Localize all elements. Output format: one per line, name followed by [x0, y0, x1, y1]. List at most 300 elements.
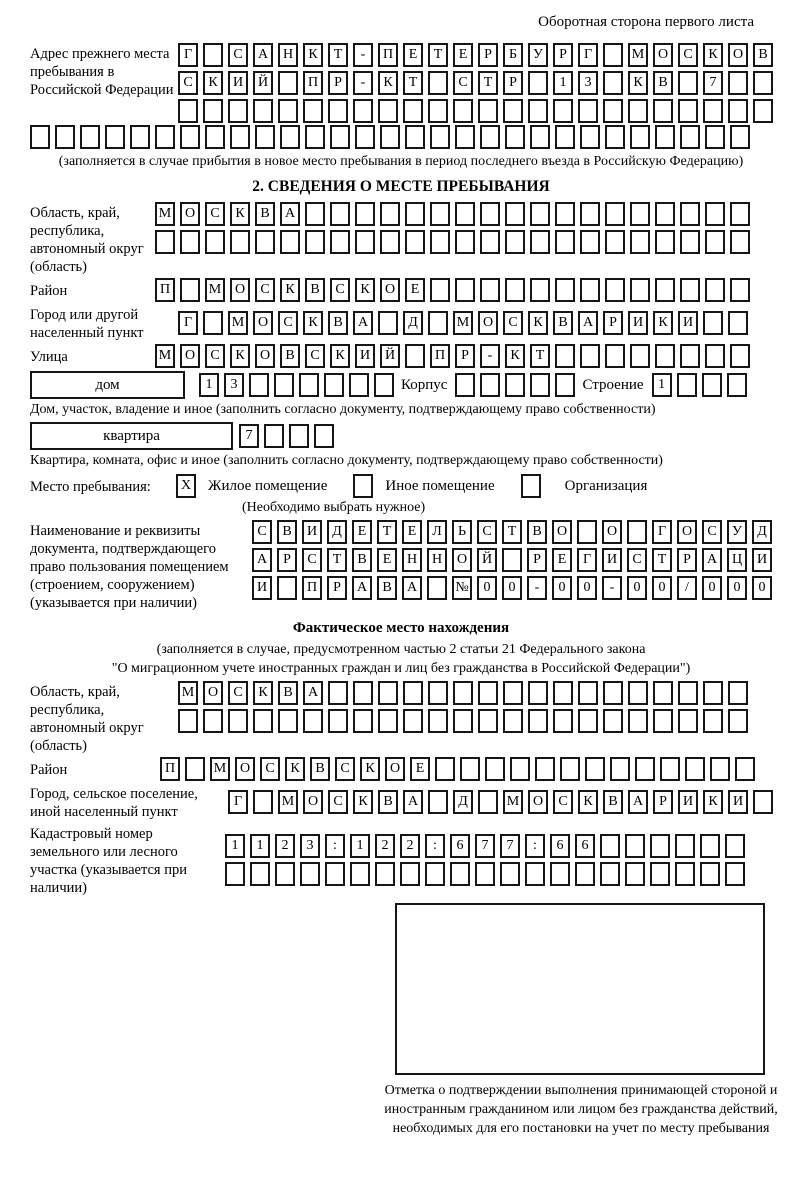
char-box[interactable]: [578, 99, 598, 123]
char-box[interactable]: О: [253, 311, 273, 335]
char-box[interactable]: Р: [653, 790, 673, 814]
char-box[interactable]: [478, 790, 498, 814]
char-box[interactable]: Г: [652, 520, 672, 544]
char-box[interactable]: [403, 681, 423, 705]
char-box[interactable]: В: [352, 548, 372, 572]
char-box[interactable]: К: [628, 71, 648, 95]
char-box[interactable]: У: [727, 520, 747, 544]
char-box[interactable]: [380, 230, 400, 254]
char-box[interactable]: С: [702, 520, 722, 544]
char-box[interactable]: К: [280, 278, 300, 302]
char-box[interactable]: [330, 125, 350, 149]
char-box[interactable]: [428, 681, 448, 705]
char-box[interactable]: [155, 125, 175, 149]
char-box[interactable]: [450, 862, 470, 886]
char-box[interactable]: [555, 125, 575, 149]
char-box[interactable]: В: [378, 790, 398, 814]
char-box[interactable]: [753, 99, 773, 123]
char-box[interactable]: Т: [328, 43, 348, 67]
char-box[interactable]: Р: [553, 43, 573, 67]
char-box[interactable]: К: [303, 43, 323, 67]
char-box[interactable]: [378, 681, 398, 705]
char-box[interactable]: [278, 709, 298, 733]
char-box[interactable]: [530, 125, 550, 149]
char-box[interactable]: У: [528, 43, 548, 67]
char-box[interactable]: [702, 373, 722, 397]
char-box[interactable]: [753, 71, 773, 95]
char-box[interactable]: [550, 862, 570, 886]
char-box[interactable]: [628, 681, 648, 705]
char-box[interactable]: [625, 834, 645, 858]
checkbox-zhiloe[interactable]: X: [176, 474, 196, 498]
char-box[interactable]: [185, 757, 205, 781]
char-box[interactable]: [353, 99, 373, 123]
char-box[interactable]: О: [653, 43, 673, 67]
char-box[interactable]: О: [235, 757, 255, 781]
char-box[interactable]: [55, 125, 75, 149]
char-box[interactable]: [505, 278, 525, 302]
char-box[interactable]: Й: [253, 71, 273, 95]
char-box[interactable]: [625, 862, 645, 886]
char-box[interactable]: Р: [677, 548, 697, 572]
char-box[interactable]: [230, 230, 250, 254]
char-box[interactable]: 2: [400, 834, 420, 858]
char-box[interactable]: :: [425, 834, 445, 858]
char-box[interactable]: [675, 862, 695, 886]
char-box[interactable]: :: [325, 834, 345, 858]
char-box[interactable]: [580, 125, 600, 149]
char-box[interactable]: И: [678, 790, 698, 814]
char-box[interactable]: [600, 862, 620, 886]
char-box[interactable]: П: [160, 757, 180, 781]
char-box[interactable]: А: [353, 311, 373, 335]
char-box[interactable]: Й: [380, 344, 400, 368]
char-box[interactable]: [555, 344, 575, 368]
char-box[interactable]: [630, 125, 650, 149]
char-box[interactable]: [455, 125, 475, 149]
char-box[interactable]: С: [205, 202, 225, 226]
char-box[interactable]: С: [178, 71, 198, 95]
char-box[interactable]: [374, 373, 394, 397]
char-box[interactable]: К: [303, 311, 323, 335]
char-box[interactable]: М: [278, 790, 298, 814]
char-box[interactable]: [728, 99, 748, 123]
char-box[interactable]: Т: [428, 43, 448, 67]
char-box[interactable]: №: [452, 576, 472, 600]
char-box[interactable]: [455, 278, 475, 302]
char-box[interactable]: [553, 681, 573, 705]
char-box[interactable]: [350, 862, 370, 886]
char-box[interactable]: [678, 71, 698, 95]
char-box[interactable]: П: [378, 43, 398, 67]
checkbox-inoe[interactable]: [353, 474, 373, 498]
char-box[interactable]: -: [602, 576, 622, 600]
char-box[interactable]: [505, 125, 525, 149]
char-box[interactable]: О: [677, 520, 697, 544]
char-box[interactable]: В: [305, 278, 325, 302]
char-box[interactable]: :: [525, 834, 545, 858]
char-box[interactable]: [555, 373, 575, 397]
char-box[interactable]: -: [353, 71, 373, 95]
char-box[interactable]: -: [480, 344, 500, 368]
char-box[interactable]: Е: [405, 278, 425, 302]
char-box[interactable]: И: [228, 71, 248, 95]
char-box[interactable]: В: [603, 790, 623, 814]
char-box[interactable]: Р: [503, 71, 523, 95]
char-box[interactable]: [725, 862, 745, 886]
char-box[interactable]: И: [602, 548, 622, 572]
char-box[interactable]: В: [753, 43, 773, 67]
char-box[interactable]: О: [203, 681, 223, 705]
char-box[interactable]: [355, 230, 375, 254]
char-box[interactable]: [203, 709, 223, 733]
char-box[interactable]: [505, 230, 525, 254]
char-box[interactable]: [628, 709, 648, 733]
char-box[interactable]: [555, 202, 575, 226]
char-box[interactable]: О: [230, 278, 250, 302]
char-box[interactable]: [505, 202, 525, 226]
char-box[interactable]: Н: [402, 548, 422, 572]
char-box[interactable]: Д: [752, 520, 772, 544]
char-box[interactable]: С: [228, 43, 248, 67]
char-box[interactable]: [180, 278, 200, 302]
char-box[interactable]: [305, 230, 325, 254]
char-box[interactable]: [325, 862, 345, 886]
char-box[interactable]: О: [452, 548, 472, 572]
char-box[interactable]: [303, 709, 323, 733]
char-box[interactable]: [280, 125, 300, 149]
char-box[interactable]: Г: [577, 548, 597, 572]
char-box[interactable]: П: [303, 71, 323, 95]
char-box[interactable]: К: [653, 311, 673, 335]
char-box[interactable]: 7: [475, 834, 495, 858]
char-box[interactable]: [299, 373, 319, 397]
char-box[interactable]: 0: [702, 576, 722, 600]
char-box[interactable]: [503, 681, 523, 705]
char-box[interactable]: 1: [553, 71, 573, 95]
char-box[interactable]: С: [335, 757, 355, 781]
char-box[interactable]: Й: [477, 548, 497, 572]
char-box[interactable]: [355, 202, 375, 226]
char-box[interactable]: [500, 862, 520, 886]
char-box[interactable]: Е: [377, 548, 397, 572]
char-box[interactable]: С: [252, 520, 272, 544]
char-box[interactable]: [255, 230, 275, 254]
char-box[interactable]: М: [628, 43, 648, 67]
char-box[interactable]: [155, 230, 175, 254]
char-box[interactable]: 6: [575, 834, 595, 858]
char-box[interactable]: К: [578, 790, 598, 814]
char-box[interactable]: [300, 862, 320, 886]
checkbox-organizacia[interactable]: [521, 474, 541, 498]
char-box[interactable]: И: [628, 311, 648, 335]
char-box[interactable]: [178, 709, 198, 733]
char-box[interactable]: С: [627, 548, 647, 572]
char-box[interactable]: [428, 790, 448, 814]
char-box[interactable]: А: [702, 548, 722, 572]
char-box[interactable]: [680, 278, 700, 302]
char-box[interactable]: [610, 757, 630, 781]
char-box[interactable]: В: [277, 520, 297, 544]
char-box[interactable]: [728, 709, 748, 733]
char-box[interactable]: [730, 344, 750, 368]
char-box[interactable]: [675, 834, 695, 858]
char-box[interactable]: [228, 99, 248, 123]
char-box[interactable]: [653, 681, 673, 705]
char-box[interactable]: [30, 125, 50, 149]
char-box[interactable]: [355, 125, 375, 149]
char-box[interactable]: В: [377, 576, 397, 600]
char-box[interactable]: [653, 99, 673, 123]
char-box[interactable]: [328, 709, 348, 733]
char-box[interactable]: [277, 576, 297, 600]
char-box[interactable]: [275, 862, 295, 886]
char-box[interactable]: А: [253, 43, 273, 67]
char-box[interactable]: [580, 202, 600, 226]
char-box[interactable]: Ь: [452, 520, 472, 544]
char-box[interactable]: [730, 230, 750, 254]
char-box[interactable]: [249, 373, 269, 397]
char-box[interactable]: Р: [478, 43, 498, 67]
char-box[interactable]: 1: [250, 834, 270, 858]
char-box[interactable]: О: [528, 790, 548, 814]
char-box[interactable]: [453, 99, 473, 123]
char-box[interactable]: [305, 202, 325, 226]
char-box[interactable]: [278, 71, 298, 95]
char-box[interactable]: [605, 202, 625, 226]
char-box[interactable]: К: [703, 790, 723, 814]
char-box[interactable]: [650, 862, 670, 886]
char-box[interactable]: [328, 99, 348, 123]
char-box[interactable]: [528, 709, 548, 733]
char-box[interactable]: [528, 99, 548, 123]
char-box[interactable]: [330, 202, 350, 226]
char-box[interactable]: А: [252, 548, 272, 572]
char-box[interactable]: [525, 862, 545, 886]
char-box[interactable]: [605, 230, 625, 254]
char-box[interactable]: [378, 99, 398, 123]
char-box[interactable]: [303, 99, 323, 123]
char-box[interactable]: [330, 230, 350, 254]
char-box[interactable]: [703, 709, 723, 733]
char-box[interactable]: [405, 202, 425, 226]
char-box[interactable]: О: [602, 520, 622, 544]
char-box[interactable]: О: [180, 344, 200, 368]
char-box[interactable]: С: [477, 520, 497, 544]
char-box[interactable]: [700, 834, 720, 858]
char-box[interactable]: [678, 99, 698, 123]
char-box[interactable]: С: [503, 311, 523, 335]
char-box[interactable]: [530, 202, 550, 226]
char-box[interactable]: [425, 862, 445, 886]
char-box[interactable]: [228, 709, 248, 733]
char-box[interactable]: [505, 373, 525, 397]
char-box[interactable]: [480, 125, 500, 149]
char-box[interactable]: 0: [552, 576, 572, 600]
char-box[interactable]: 0: [652, 576, 672, 600]
char-box[interactable]: [485, 757, 505, 781]
char-box[interactable]: [274, 373, 294, 397]
char-box[interactable]: А: [280, 202, 300, 226]
char-box[interactable]: В: [310, 757, 330, 781]
char-box[interactable]: [735, 757, 755, 781]
char-box[interactable]: Т: [530, 344, 550, 368]
char-box[interactable]: Л: [427, 520, 447, 544]
char-box[interactable]: 1: [350, 834, 370, 858]
char-box[interactable]: [630, 202, 650, 226]
char-box[interactable]: [680, 202, 700, 226]
char-box[interactable]: [428, 99, 448, 123]
char-box[interactable]: Р: [328, 71, 348, 95]
char-box[interactable]: [502, 548, 522, 572]
char-box[interactable]: [430, 230, 450, 254]
char-box[interactable]: К: [505, 344, 525, 368]
char-box[interactable]: М: [503, 790, 523, 814]
char-box[interactable]: [705, 125, 725, 149]
char-box[interactable]: [530, 278, 550, 302]
char-box[interactable]: 3: [578, 71, 598, 95]
char-box[interactable]: [703, 99, 723, 123]
char-box[interactable]: [577, 520, 597, 544]
char-box[interactable]: [478, 709, 498, 733]
char-box[interactable]: Е: [552, 548, 572, 572]
char-box[interactable]: [180, 230, 200, 254]
char-box[interactable]: П: [430, 344, 450, 368]
char-box[interactable]: [453, 709, 473, 733]
char-box[interactable]: [205, 125, 225, 149]
char-box[interactable]: Г: [178, 311, 198, 335]
char-box[interactable]: [428, 311, 448, 335]
char-box[interactable]: [678, 709, 698, 733]
char-box[interactable]: [503, 709, 523, 733]
char-box[interactable]: Ц: [727, 548, 747, 572]
char-box[interactable]: [180, 125, 200, 149]
char-box[interactable]: С: [305, 344, 325, 368]
char-box[interactable]: М: [155, 202, 175, 226]
char-box[interactable]: [730, 125, 750, 149]
char-box[interactable]: [705, 278, 725, 302]
char-box[interactable]: [105, 125, 125, 149]
char-box[interactable]: [605, 344, 625, 368]
char-box[interactable]: К: [230, 202, 250, 226]
char-box[interactable]: 7: [500, 834, 520, 858]
char-box[interactable]: [635, 757, 655, 781]
char-box[interactable]: К: [360, 757, 380, 781]
char-box[interactable]: 2: [375, 834, 395, 858]
char-box[interactable]: [605, 278, 625, 302]
char-box[interactable]: [430, 278, 450, 302]
char-box[interactable]: [703, 311, 723, 335]
char-box[interactable]: Т: [652, 548, 672, 572]
char-box[interactable]: [728, 681, 748, 705]
char-box[interactable]: И: [728, 790, 748, 814]
char-box[interactable]: В: [328, 311, 348, 335]
char-box[interactable]: [603, 71, 623, 95]
char-box[interactable]: [580, 278, 600, 302]
char-box[interactable]: [710, 757, 730, 781]
char-box[interactable]: К: [203, 71, 223, 95]
char-box[interactable]: [203, 311, 223, 335]
char-box[interactable]: 3: [300, 834, 320, 858]
char-box[interactable]: 6: [450, 834, 470, 858]
char-box[interactable]: М: [210, 757, 230, 781]
char-box[interactable]: [328, 681, 348, 705]
char-box[interactable]: [628, 99, 648, 123]
char-box[interactable]: [380, 125, 400, 149]
char-box[interactable]: П: [155, 278, 175, 302]
char-box[interactable]: [280, 230, 300, 254]
char-box[interactable]: 0: [502, 576, 522, 600]
char-box[interactable]: 1: [199, 373, 219, 397]
char-box[interactable]: О: [380, 278, 400, 302]
char-box[interactable]: [728, 311, 748, 335]
char-box[interactable]: [603, 43, 623, 67]
char-box[interactable]: Т: [403, 71, 423, 95]
char-box[interactable]: Е: [402, 520, 422, 544]
char-box[interactable]: А: [578, 311, 598, 335]
char-box[interactable]: [400, 862, 420, 886]
char-box[interactable]: [627, 520, 647, 544]
char-box[interactable]: Р: [327, 576, 347, 600]
char-box[interactable]: 7: [703, 71, 723, 95]
char-box[interactable]: К: [528, 311, 548, 335]
char-box[interactable]: [575, 862, 595, 886]
char-box[interactable]: С: [330, 278, 350, 302]
char-box[interactable]: [555, 278, 575, 302]
char-box[interactable]: [703, 681, 723, 705]
char-box[interactable]: [253, 790, 273, 814]
char-box[interactable]: [680, 125, 700, 149]
char-box[interactable]: Р: [455, 344, 475, 368]
char-box[interactable]: К: [285, 757, 305, 781]
char-box[interactable]: [225, 862, 245, 886]
char-box[interactable]: 0: [752, 576, 772, 600]
char-box[interactable]: Е: [453, 43, 473, 67]
char-box[interactable]: [530, 230, 550, 254]
char-box[interactable]: [705, 202, 725, 226]
char-box[interactable]: С: [278, 311, 298, 335]
char-box[interactable]: [405, 230, 425, 254]
char-box[interactable]: А: [403, 790, 423, 814]
char-box[interactable]: О: [478, 311, 498, 335]
char-box[interactable]: [653, 709, 673, 733]
char-box[interactable]: Д: [403, 311, 423, 335]
char-box[interactable]: [428, 71, 448, 95]
char-box[interactable]: [660, 757, 680, 781]
char-box[interactable]: [753, 790, 773, 814]
char-box[interactable]: 3: [224, 373, 244, 397]
char-box[interactable]: /: [677, 576, 697, 600]
char-box[interactable]: [553, 99, 573, 123]
char-box[interactable]: 0: [727, 576, 747, 600]
char-box[interactable]: [203, 99, 223, 123]
char-box[interactable]: [378, 709, 398, 733]
char-box[interactable]: -: [353, 43, 373, 67]
char-box[interactable]: [480, 278, 500, 302]
char-box[interactable]: Д: [453, 790, 473, 814]
char-box[interactable]: [655, 125, 675, 149]
char-box[interactable]: [730, 278, 750, 302]
char-box[interactable]: Р: [527, 548, 547, 572]
char-box[interactable]: [655, 230, 675, 254]
char-box[interactable]: [428, 709, 448, 733]
char-box[interactable]: Т: [478, 71, 498, 95]
char-box[interactable]: [475, 862, 495, 886]
char-box[interactable]: [378, 311, 398, 335]
char-box[interactable]: С: [302, 548, 322, 572]
char-box[interactable]: [455, 230, 475, 254]
char-box[interactable]: В: [653, 71, 673, 95]
